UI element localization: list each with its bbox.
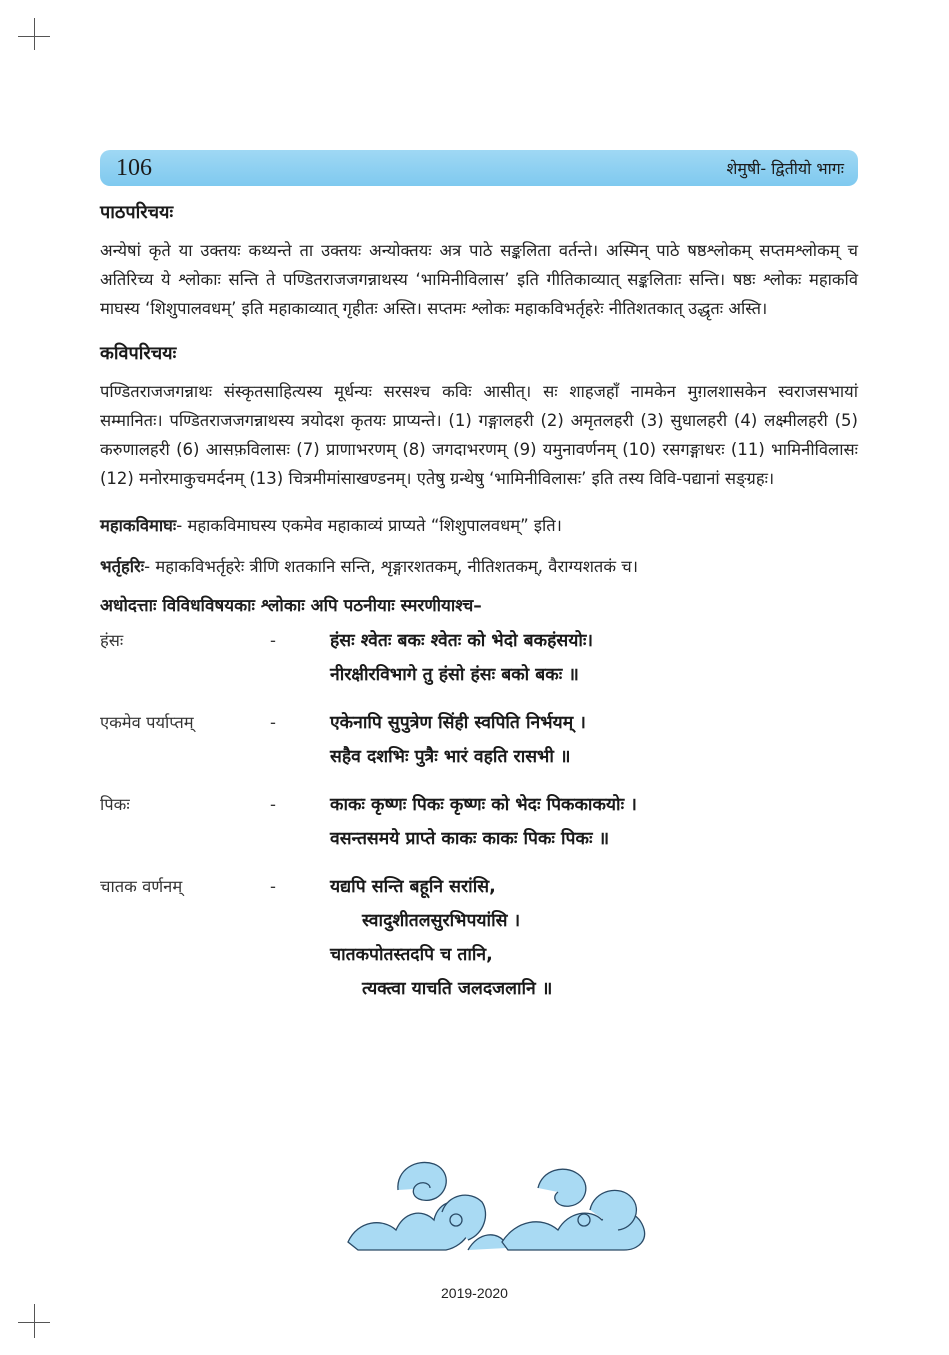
verse-dash: -	[270, 877, 276, 896]
verse-dash: -	[270, 795, 276, 814]
verse-dash: -	[270, 631, 276, 650]
magha-text: - महाकविमाघस्य एकमेव महाकाव्यं प्राप्यते “शिशुपालवधम्” इति।	[176, 516, 562, 535]
verses-heading: अधोदत्ताः विविधविषयकाः श्लोकाः अपि पठनीयाः स्मरणीयाश्च–	[100, 596, 482, 616]
verse-line: सहैव दशभिः पुत्रैः भारं वहति रासभी ॥	[330, 747, 571, 767]
verse-block	[100, 706, 858, 774]
poet-paragraph: पण्डितराजजगन्नाथः संस्कृतसाहित्यस्य मूर्धन्यः सरसश्च कविः आसीत्। सः शाहजहाँ नामकेन मुग़लशासकेन स्वराजसभायां सम्मानितः। पण्डितराजजगन्नाथस्य त्रयोदश कृतयः प्राप्यन्ते। (1) गङ्गालहरी (2) अमृतलहरी (3) सुधालहरी (4) लक्ष्मीलहरी (5) करुणालहरी (6) आसफ़विलासः (7) प्राणाभरणम् (8) जगदाभरणम् (9) यमुनावर्णनम् (10) रसगङ्गाधरः (11) भामिनीविलासः (12) मनोरमाकुचमर्दनम् (13) चित्रमीमांसाखण्डनम्। एतेषु ग्रन्थेषु ‘भामिनीविलासः’ इति तस्य विवि-पद्यानां सङ्ग्रहः।	[100, 382, 858, 488]
ornament-shapes	[348, 1162, 645, 1250]
verse-line: त्यक्त्वा याचति जलदजलानि ॥	[362, 979, 553, 999]
bhartrhari-text: - महाकविभर्तृहरेः त्रीणि शतकानि सन्ति, शृङ्गारशतकम्, नीतिशतकम्, वैराग्यशतकं च।	[144, 557, 638, 576]
verse-line: काकः कृष्णः पिकः कृष्णः को भेदः पिककाकयोः ।	[330, 795, 637, 815]
page-content	[100, 200, 858, 1020]
verse-line: स्वादुशीतलसुरभिपयांसि ।	[362, 911, 521, 931]
magha-line	[100, 511, 858, 540]
verse-line: यद्यपि सन्ति बहूनि सरांसि,	[330, 877, 496, 897]
verse-lines	[330, 788, 858, 856]
bhartrhari-line	[100, 552, 858, 581]
book-title: शेमुषी- द्वितीयो भागः	[726, 159, 844, 178]
verse-block	[100, 624, 858, 692]
verse-lines	[330, 706, 858, 774]
verse-topic: पिकः	[100, 795, 130, 814]
verse-dash: -	[270, 713, 276, 732]
floral-ornament-icon	[338, 1150, 660, 1260]
verse-block	[100, 870, 858, 1006]
verse-line: चातकपोतस्तदपि च तानि,	[330, 945, 493, 965]
verse-line: हंसः श्वेतः बकः श्वेतः को भेदो बकहंसयोः।	[330, 631, 594, 651]
verse-line: वसन्तसमये प्राप्ते काकः काकः पिकः पिकः ॥	[330, 829, 610, 849]
verse-topic: हंसः	[100, 631, 124, 650]
page-header	[100, 150, 858, 186]
poet-heading: कविपरिचयः	[100, 343, 177, 364]
magha-label: महाकविमाघः	[100, 516, 177, 535]
verse-topic: चातक वर्णनम्	[100, 877, 183, 896]
verse-topic: एकमेव पर्याप्तम्	[100, 713, 194, 732]
verse-lines	[330, 624, 858, 692]
page-number: 106	[116, 154, 152, 181]
bhartrhari-label: भर्तृहरिः	[100, 557, 145, 576]
verse-line: एकेनापि सुपुत्रेण सिंही स्वपिति निर्भयम् ।	[330, 713, 586, 733]
verse-lines	[330, 870, 858, 1006]
verse-block	[100, 788, 858, 856]
intro-heading: पाठपरिचयः	[100, 202, 174, 223]
verse-line: नीरक्षीरविभागे तु हंसो हंसः बको बकः ॥	[330, 665, 579, 685]
footer-year: 2019-2020	[441, 1285, 508, 1301]
intro-paragraph: अन्येषां कृते या उक्तयः कथ्यन्ते ता उक्तयः अन्योक्तयः अत्र पाठे सङ्कलिता वर्तन्ते। अस्मिन् पाठे षष्ठश्लोकम् सप्तमश्लोकम् च अतिरिच्य ये श्लोकाः सन्ति ते पण्डितराजजगन्नाथस्य ‘भामिनीविलास’ इति गीतिकाव्यात् सङ्कलिताः सन्ति। षष्ठः श्लोकः महाकवि माघस्य ‘शिशुपालवधम्’ इति महाकाव्यात् गृहीतः अस्ति। सप्तमः श्लोकः महाकविभर्तृहरेः नीतिशतकात् उद्धृतः अस्ति।	[100, 241, 858, 318]
